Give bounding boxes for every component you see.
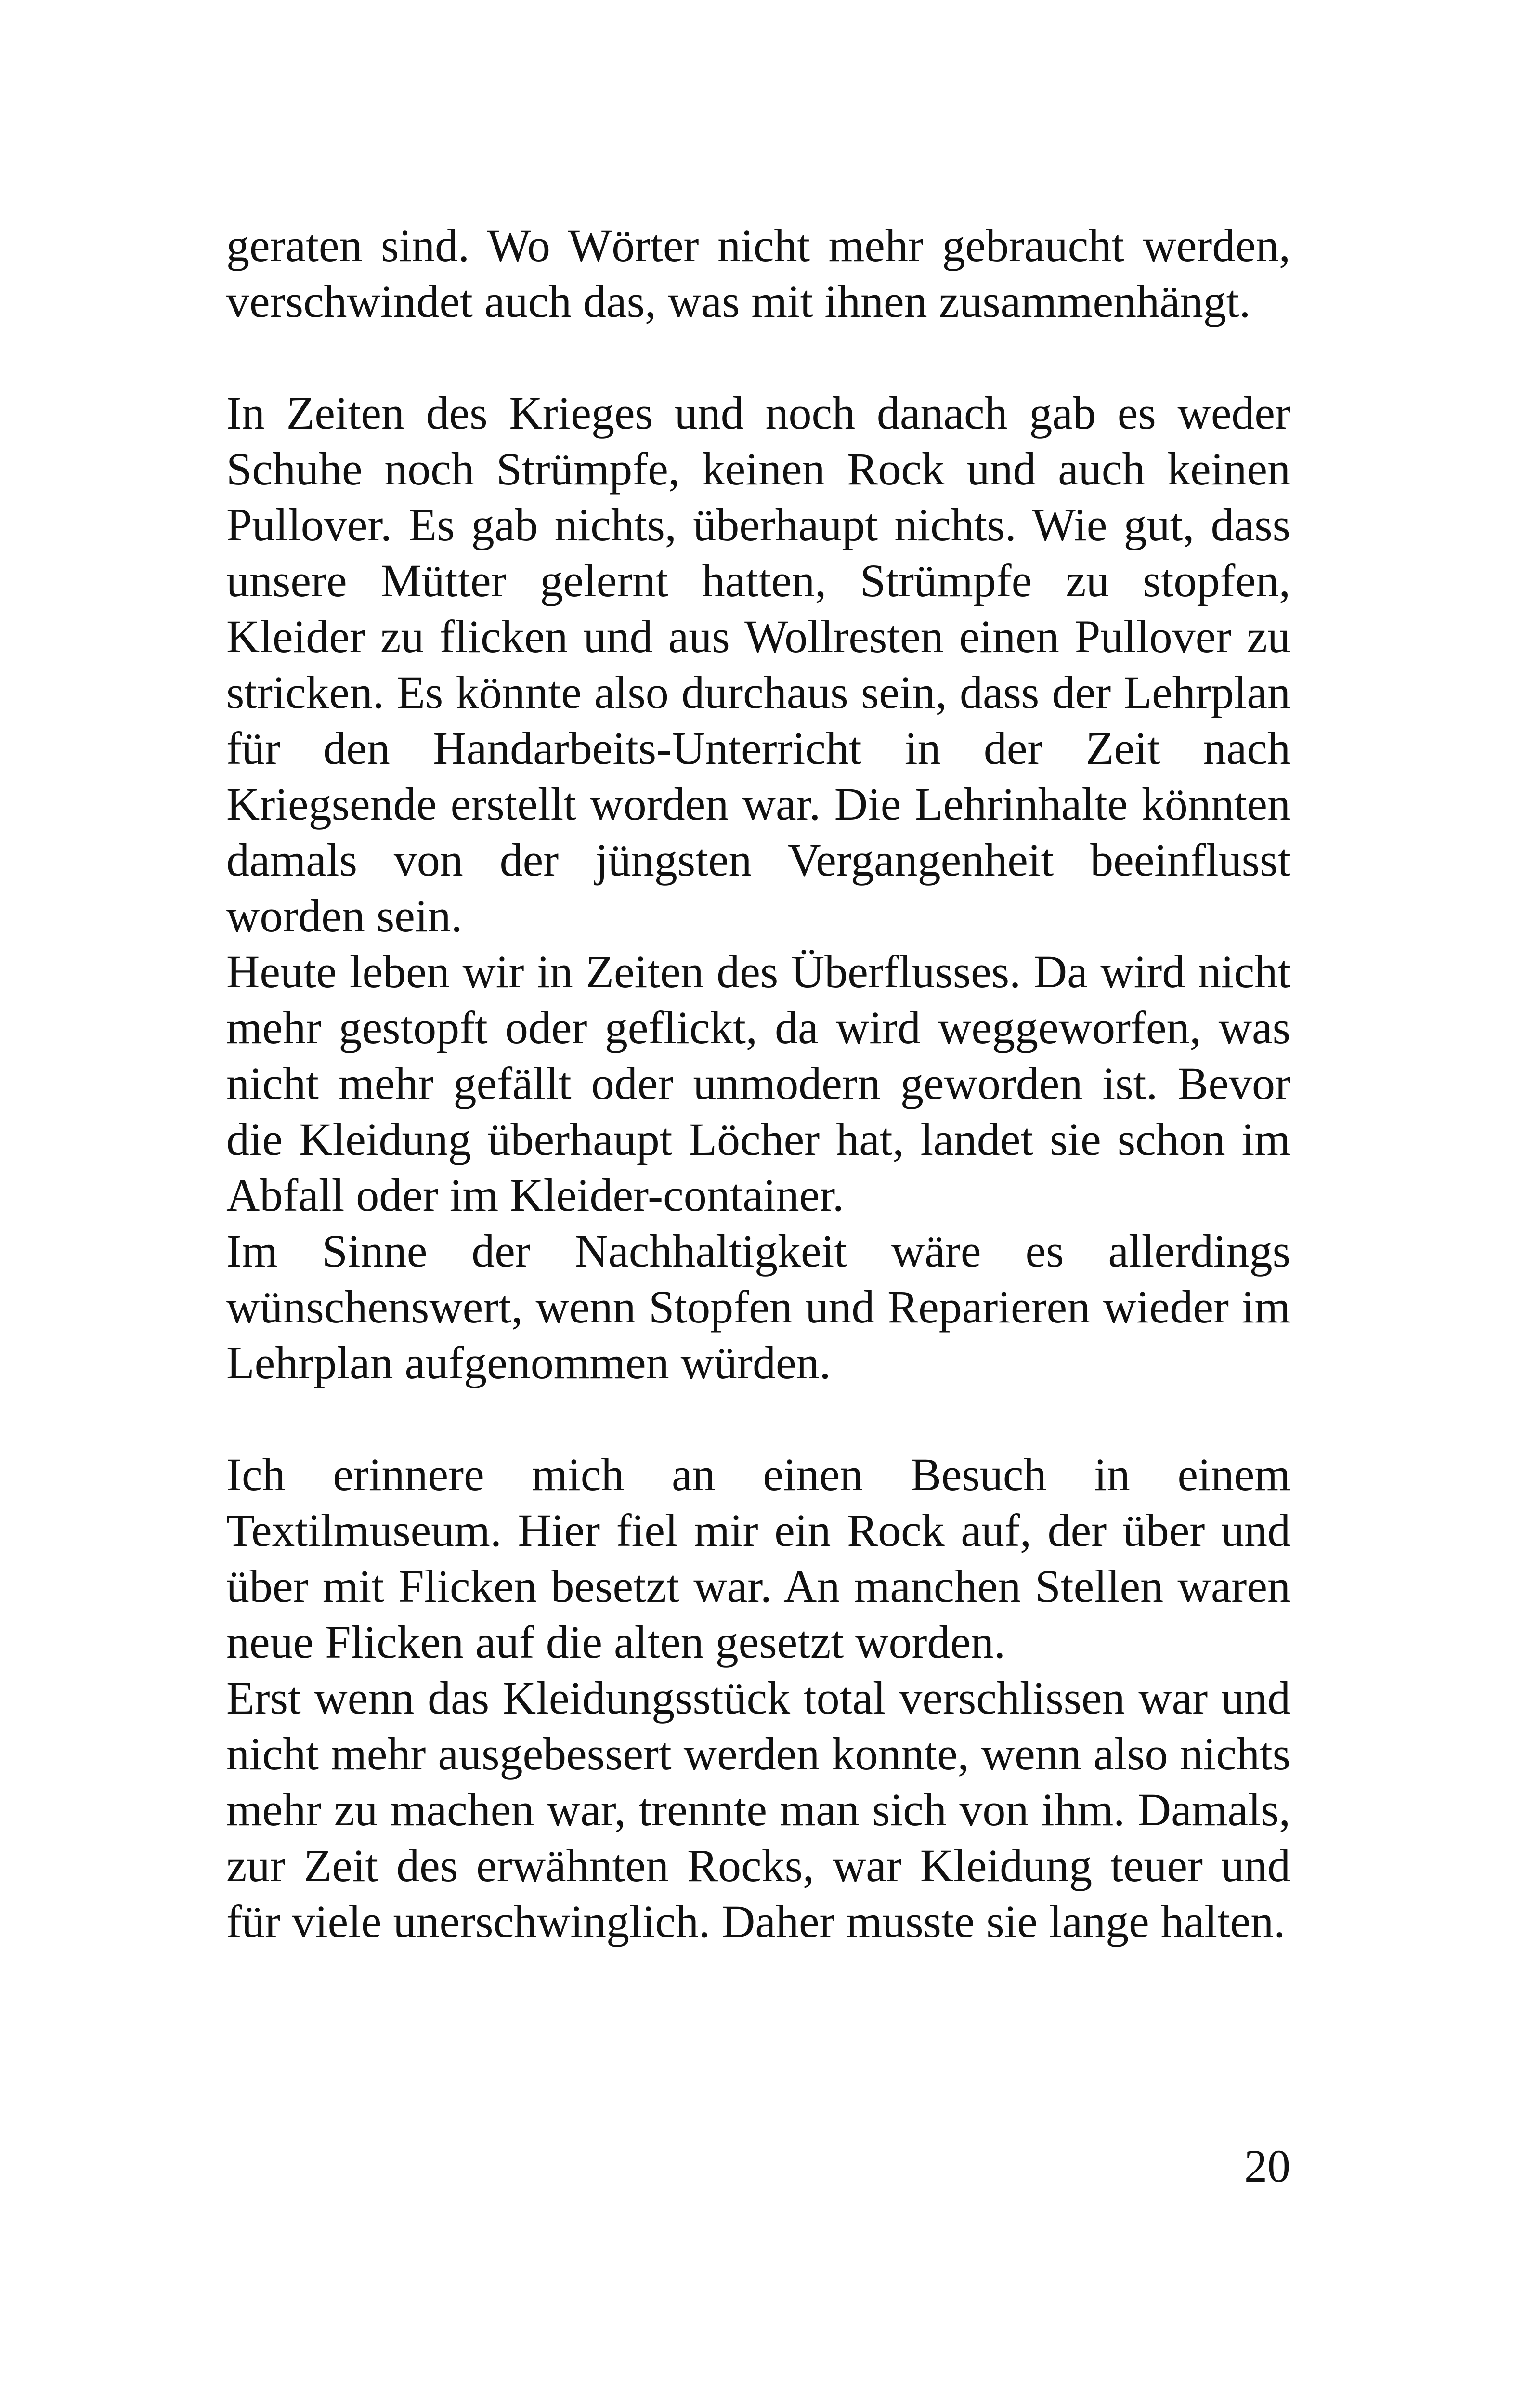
paragraph-4: Im Sinne der Nachhaltigkeit wäre es allerdings wünschenswert, wenn Stopfen und Reparieren wieder im Lehrplan aufgenommen würden.	[226, 1225, 1290, 1388]
paragraph-2: In Zeiten des Krieges und noch danach gab es weder Schuhe noch Strümpfe, keinen Rock und auch keinen Pullover. Es gab nichts, überhaupt nichts. Wie gut, dass unsere Mütter gelernt hatten, Strümpfe zu stopfen, Kleider zu flicken und aus Wollresten einen Pullover zu stricken. Es könnte also durchaus sein, dass der Lehrplan für den Handarbeits-Unterricht in der Zeit nach Kriegsende erstellt worden war. Die Lehrinhalte könnten damals von der jüngsten Vergangenheit beeinflusst worden sein.	[226, 387, 1290, 942]
paragraph-3: Heute leben wir in Zeiten des Überflusses. Da wird nicht mehr gestopft oder geflickt, da wird weggeworfen, was nicht mehr gefällt oder unmodern geworden ist. Bevor die Kleidung überhaupt Löcher hat, landet sie schon im Abfall oder im Kleider-container.	[226, 946, 1290, 1221]
page-number: 20	[1244, 2140, 1290, 2192]
paragraph-1: geraten sind. Wo Wörter nicht mehr gebraucht werden, verschwindet auch das, was mit ihnen zusammenhängt.	[226, 220, 1290, 327]
body-text	[226, 218, 1290, 1950]
paragraph-5: Ich erinnere mich an einen Besuch in einem Textilmuseum. Hier fiel mir ein Rock auf, der über und über mit Flicken besetzt war. An manchen Stellen waren neue Flicken auf die alten gesetzt worden.	[226, 1449, 1290, 1668]
paragraph-6: Erst wenn das Kleidungsstück total verschlissen war und nicht mehr ausgebessert werden konnte, wenn also nichts mehr zu machen war, trennte man sich von ihm. Damals, zur Zeit des erwähnten Rocks, war Kleidung teuer und für viele unerschwinglich. Daher musste sie lange halten.	[226, 1672, 1290, 1947]
